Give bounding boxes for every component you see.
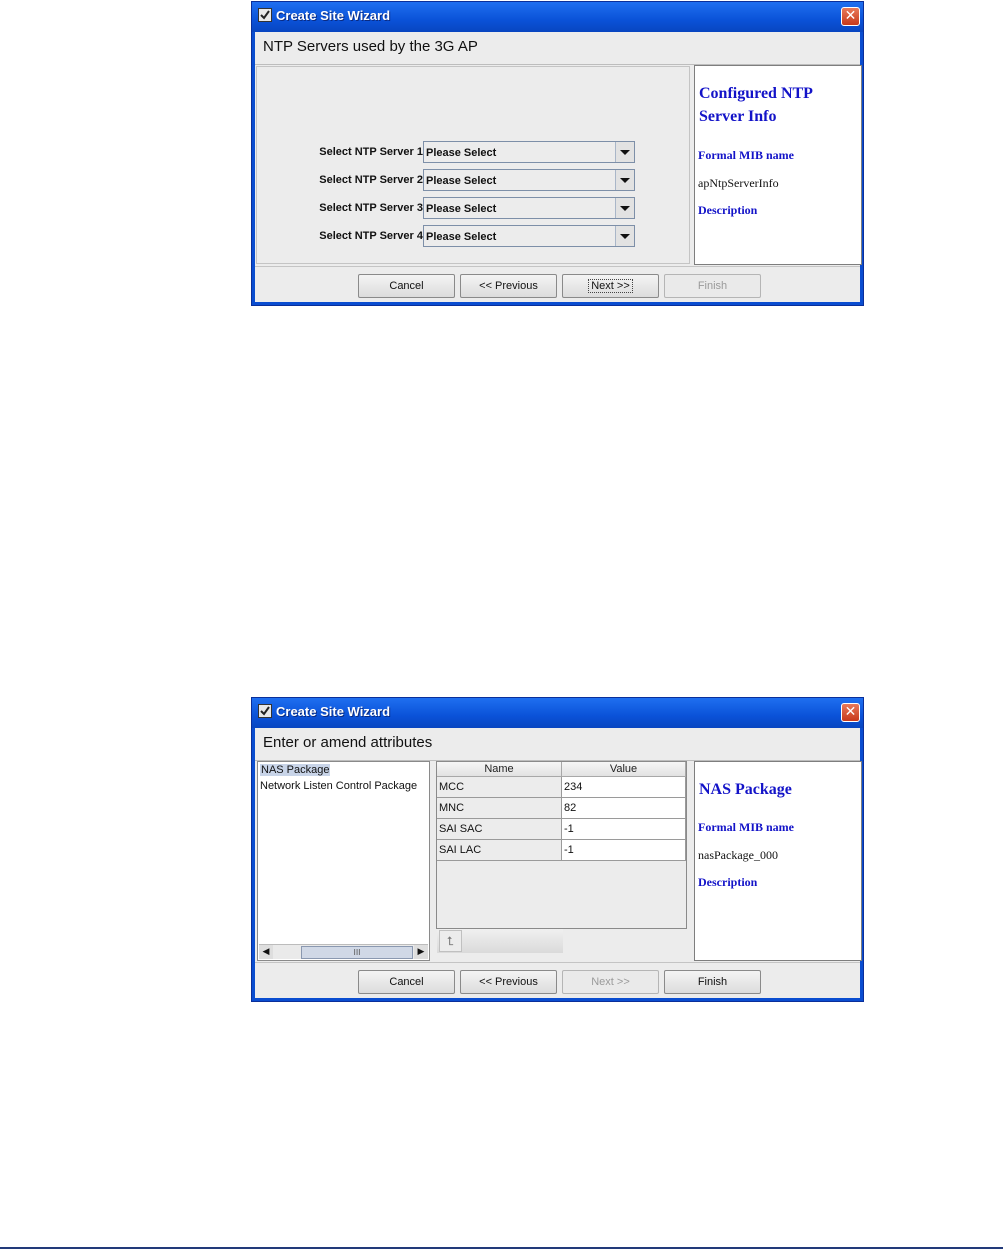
attribute-value[interactable]: -1 <box>562 819 686 840</box>
attributes-table <box>436 761 687 929</box>
attribute-value[interactable]: 234 <box>562 777 686 798</box>
ntp-wizard-window <box>251 1 864 306</box>
arrow-right-icon[interactable]: ▶ <box>414 945 428 959</box>
ntp-server-2-label: Select NTP Server 2 <box>319 174 423 186</box>
page-footer-rule <box>0 1247 1003 1249</box>
table-row <box>437 777 686 798</box>
ntp-server-1-select[interactable] <box>423 141 635 163</box>
column-header-value[interactable]: Value <box>562 762 686 777</box>
wizard-step-header <box>255 728 860 761</box>
title-bar[interactable] <box>252 698 863 728</box>
up-level-icon[interactable]: ⮤ <box>439 930 462 952</box>
tree-item-network-listen-control-package[interactable]: Network Listen Control Package <box>260 780 418 792</box>
attribute-name: MCC <box>437 777 562 798</box>
chevron-down-icon[interactable] <box>615 198 634 218</box>
attribute-value[interactable]: 82 <box>562 798 686 819</box>
ntp-row <box>257 169 637 191</box>
ntp-server-4-select[interactable] <box>423 225 635 247</box>
finish-button[interactable]: Finish <box>664 970 761 994</box>
table-toolbar <box>437 929 563 953</box>
ntp-row <box>257 225 637 247</box>
ntp-server-2-select[interactable] <box>423 169 635 191</box>
button-bar <box>255 266 860 302</box>
horizontal-scrollbar[interactable] <box>259 944 428 959</box>
chevron-down-icon[interactable] <box>615 170 634 190</box>
package-tree <box>257 761 430 961</box>
attribute-name: MNC <box>437 798 562 819</box>
wizard-app-icon <box>258 704 272 718</box>
chevron-down-icon[interactable] <box>615 142 634 162</box>
mib-name-value: apNtpServerInfo <box>698 176 779 190</box>
next-button[interactable]: Next >> <box>562 970 659 994</box>
select-value: Please Select <box>426 231 497 243</box>
mib-name-label: Formal MIB name <box>698 148 794 162</box>
ntp-row <box>257 197 637 219</box>
ntp-selection-panel <box>256 66 690 264</box>
cancel-button[interactable]: Cancel <box>358 970 455 994</box>
ntp-row <box>257 141 637 163</box>
button-bar <box>255 962 860 998</box>
wizard-app-icon <box>258 8 272 22</box>
table-row <box>437 819 686 840</box>
select-value: Please Select <box>426 175 497 187</box>
attribute-name: SAI SAC <box>437 819 562 840</box>
finish-button[interactable]: Finish <box>664 274 761 298</box>
cancel-button[interactable]: Cancel <box>358 274 455 298</box>
column-header-name[interactable]: Name <box>437 762 562 777</box>
description-label: Description <box>698 875 758 889</box>
attribute-name: SAI LAC <box>437 840 562 861</box>
mib-name-label: Formal MIB name <box>698 820 794 834</box>
arrow-left-icon[interactable]: ◀ <box>259 945 273 959</box>
window-title: Create Site Wizard <box>276 8 391 23</box>
select-value: Please Select <box>426 147 497 159</box>
ntp-server-1-label: Select NTP Server 1 <box>319 146 423 158</box>
previous-button[interactable]: << Previous <box>460 970 557 994</box>
previous-button[interactable]: << Previous <box>460 274 557 298</box>
info-title: NAS Package <box>699 781 792 798</box>
window-title: Create Site Wizard <box>276 704 391 719</box>
title-bar[interactable] <box>252 2 863 32</box>
table-row <box>437 798 686 819</box>
wizard-step-header <box>255 32 860 65</box>
info-panel <box>694 761 862 961</box>
info-panel <box>694 65 862 265</box>
select-value: Please Select <box>426 203 497 215</box>
close-icon[interactable]: ✕ <box>841 7 860 26</box>
ntp-server-4-label: Select NTP Server 4 <box>319 230 423 242</box>
mib-name-value: nasPackage_000 <box>698 848 778 862</box>
description-label: Description <box>698 203 758 217</box>
ntp-server-3-label: Select NTP Server 3 <box>319 202 423 214</box>
attributes-wizard-window <box>251 697 864 1002</box>
tree-item-nas-package[interactable]: NAS Package <box>261 764 330 776</box>
page-title: Enter or amend attributes <box>263 734 433 751</box>
close-icon[interactable]: ✕ <box>841 703 860 722</box>
table-row <box>437 840 686 861</box>
info-title: Configured NTP Server Info <box>699 85 813 125</box>
chevron-down-icon[interactable] <box>615 226 634 246</box>
next-button[interactable] <box>562 274 659 298</box>
scroll-thumb[interactable]: III <box>301 946 413 959</box>
page-title: NTP Servers used by the 3G AP <box>263 38 478 55</box>
next-button-label: Next >> <box>588 279 633 293</box>
attribute-value[interactable]: -1 <box>562 840 686 861</box>
ntp-server-3-select[interactable] <box>423 197 635 219</box>
